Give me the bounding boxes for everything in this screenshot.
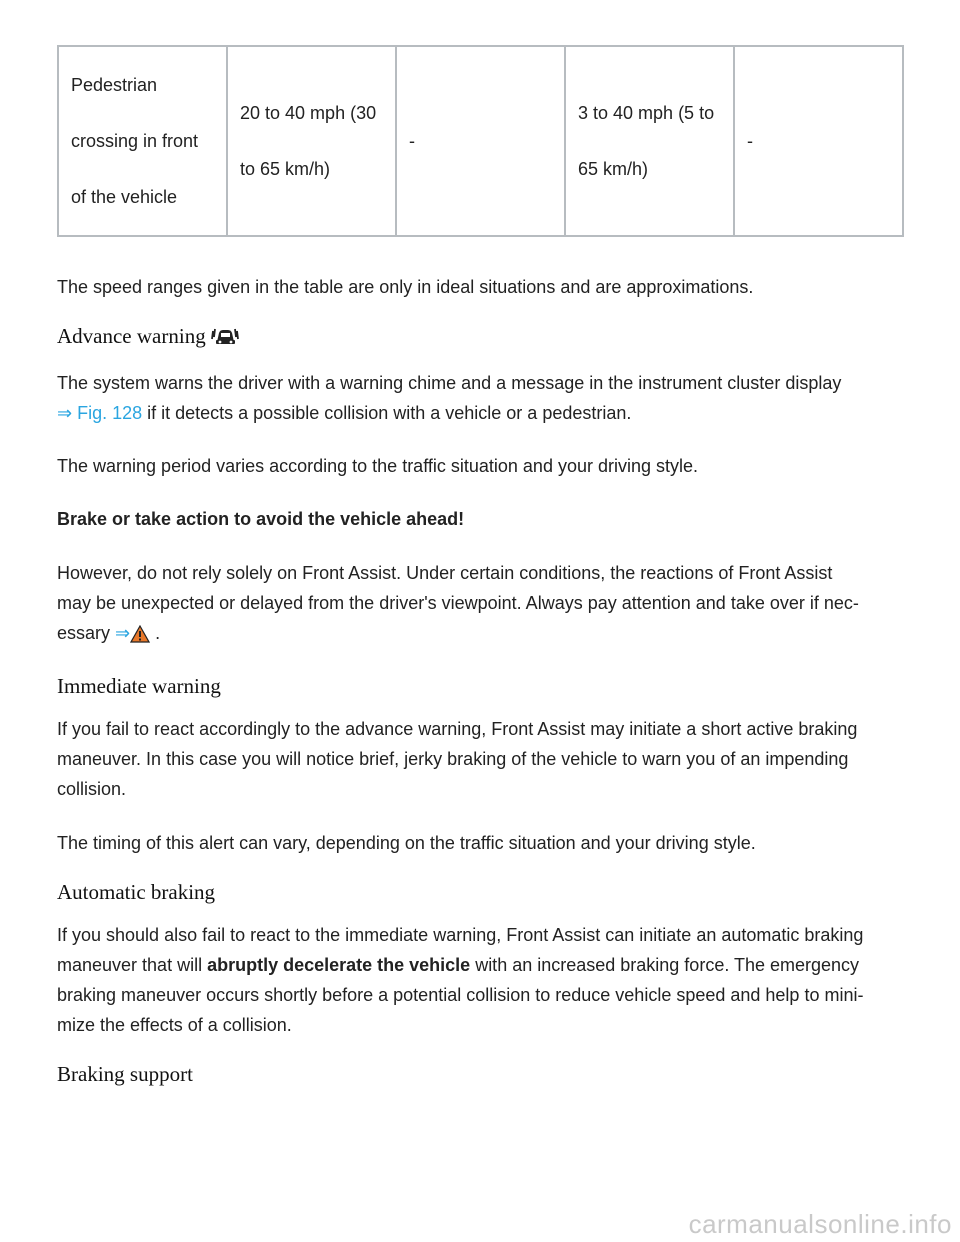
warning-link[interactable] — [115, 623, 150, 643]
table-cell-speed-1 — [227, 46, 396, 236]
warning-triangle-icon — [130, 622, 150, 652]
text-line: If you should also fail to react to the immediate warning, Front Assist can initiate an automatic braking — [57, 925, 864, 945]
speed-ranges-note: The speed ranges given in the table are only in ideal situations and are approximations. — [57, 277, 754, 297]
table-cell-speed-3 — [565, 46, 734, 236]
text-line: may be unexpected or delayed from the driver's viewpoint. Always pay attention and take over if nec- — [57, 593, 859, 613]
table-cell-speed-2 — [396, 46, 565, 236]
immediate-warning-paragraph-2: The timing of this alert can vary, depending on the traffic situation and your driving style. — [57, 833, 756, 853]
cell-line: 65 km/h) — [578, 159, 649, 179]
cell-line: crossing in front — [71, 131, 199, 151]
text-line: braking maneuver occurs shortly before a potential collision to reduce vehicle speed and help to mini- — [57, 985, 864, 1005]
bold-text: abruptly decelerate the vehicle — [207, 955, 471, 975]
text-line: essary — [57, 623, 116, 643]
table-row — [58, 46, 903, 236]
automatic-braking-heading: Automatic braking — [57, 880, 216, 904]
text-line: maneuver. In this case you will notice brief, jerky braking of the vehicle to warn you of an impending — [57, 749, 849, 769]
braking-support-heading: Braking support — [57, 1062, 193, 1086]
text-line: collision. — [57, 779, 127, 799]
cell-line: 20 to 40 mph (30 — [240, 103, 377, 123]
advance-warning-paragraph-1 — [57, 368, 905, 428]
immediate-warning-heading: Immediate warning — [57, 674, 221, 698]
advance-warning-paragraph-4 — [57, 558, 905, 652]
cell-line: of the vehicle — [71, 187, 178, 207]
text-line: if it detects a possible collision with a vehicle or a pedestrian. — [142, 403, 632, 423]
arrow-icon: ⇒ — [115, 623, 131, 643]
text-line: mize the effects of a collision. — [57, 1015, 292, 1035]
heading-text: Advance warning — [57, 324, 206, 348]
manual-page — [57, 45, 905, 1087]
text-line: However, do not rely solely on Front Assist. Under certain conditions, the reactions of Front Assist — [57, 563, 833, 583]
fig-128-link[interactable]: ⇒ Fig. 128 — [57, 403, 143, 423]
table-cell-speed-4 — [734, 46, 903, 236]
cell-line: - — [409, 131, 415, 151]
cell-line: Pedestrian — [71, 75, 158, 95]
cell-line: to 65 km/h) — [240, 159, 331, 179]
front-assist-warning-icon — [211, 327, 239, 353]
cell-line: - — [747, 131, 753, 151]
advance-warning-caution: Brake or take action to avoid the vehicle ahead! — [57, 509, 465, 529]
text-line: The system warns the driver with a warning chime and a message in the instrument cluster display — [57, 373, 842, 393]
immediate-warning-paragraph-1 — [57, 714, 905, 804]
advance-warning-heading — [57, 324, 905, 353]
text-line: with an increased braking force. The emergency — [470, 955, 860, 975]
text-line: maneuver that will — [57, 955, 208, 975]
table-cell-situation — [58, 46, 227, 236]
text-line: . — [150, 623, 161, 643]
watermark: carmanualsonline.info — [688, 1209, 952, 1239]
cell-line: 3 to 40 mph (5 to — [578, 103, 715, 123]
advance-warning-paragraph-2: The warning period varies according to the traffic situation and your driving style. — [57, 456, 699, 476]
automatic-braking-paragraph-1 — [57, 920, 905, 1040]
text-line: If you fail to react accordingly to the advance warning, Front Assist may initiate a short active braking — [57, 719, 858, 739]
speed-range-table — [57, 45, 904, 237]
